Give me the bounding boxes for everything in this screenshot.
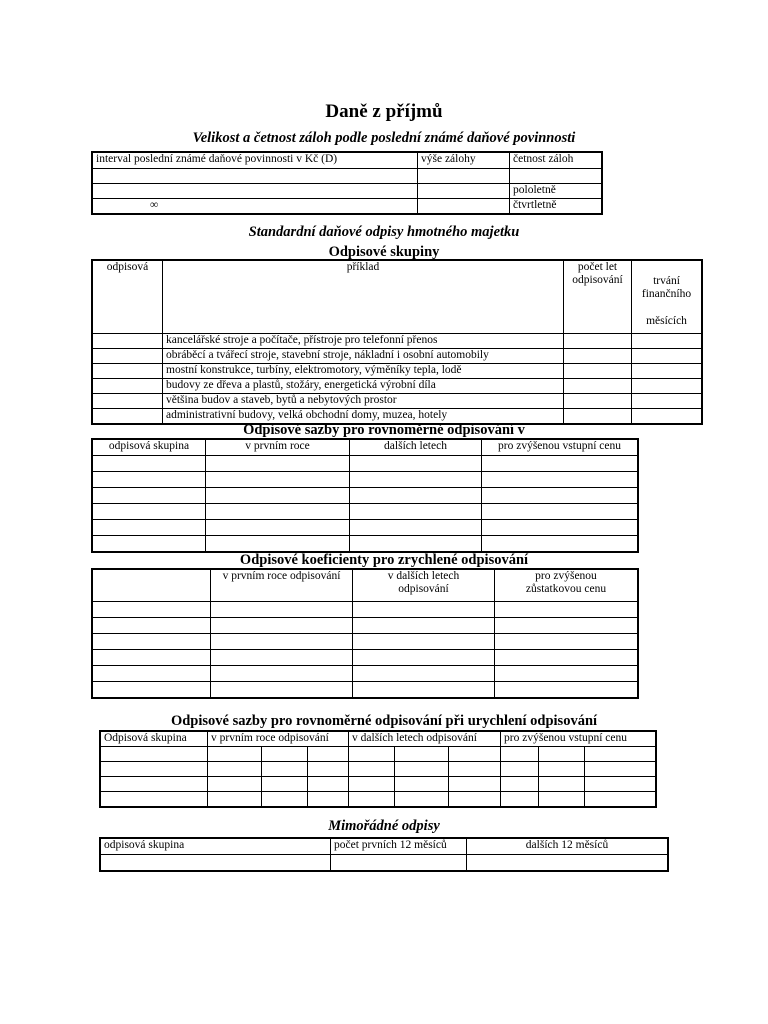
zalohy-header-cetnost: četnost záloh xyxy=(510,153,602,169)
mimoradne-table xyxy=(100,838,668,871)
sazby-header-dalsi-roky: dalších letech xyxy=(350,440,482,456)
skupiny-header-trvani-line1: trvání xyxy=(653,275,680,287)
urychleni-header-dalsi-roky: v dalších letech odpisování xyxy=(349,732,501,747)
table-row xyxy=(101,732,656,747)
table-cell xyxy=(418,169,510,184)
table-row xyxy=(93,334,702,349)
table-row xyxy=(93,153,602,169)
table-row xyxy=(93,169,602,184)
table-row xyxy=(93,634,638,650)
urychleni-table xyxy=(100,731,656,807)
sazby-header-skupina: odpisová skupina xyxy=(93,440,206,456)
table-cell xyxy=(418,184,510,199)
table-row xyxy=(101,839,668,855)
table-row xyxy=(93,504,638,520)
koeficienty-header-dalsi-roky-line1: v dalších letech xyxy=(387,570,460,582)
koeficienty-header-zvysena-line2: zůstatkovou cenu xyxy=(525,583,607,595)
table-cell: čtvrtletně xyxy=(510,199,602,214)
table-row xyxy=(93,440,638,456)
zalohy-heading: Velikost a četnost záloh podle poslední známé daňové povinnosti xyxy=(192,130,576,146)
table-row xyxy=(93,488,638,504)
table-row xyxy=(93,199,602,214)
example-cell: obráběcí a tvářecí stroje, stavební stroje, nákladní i osobní automobily xyxy=(163,349,564,364)
table-row xyxy=(101,762,656,777)
table-row xyxy=(101,777,656,792)
skupiny-header-pocet-let-line2: odpisování xyxy=(572,274,623,286)
sazby-header-prvni-rok: v prvním roce xyxy=(206,440,350,456)
koeficienty-header-zvysena-line1: pro zvýšenou xyxy=(535,570,597,582)
skupiny-header-pocet-let-line1: počet let xyxy=(577,261,618,273)
skupiny-header-trvani xyxy=(632,261,702,334)
mimoradne-heading: Mimořádné odpisy xyxy=(328,818,440,834)
sazby-heading: Odpisové sazby pro rovnoměrné odpisování v xyxy=(243,422,525,438)
table-cell xyxy=(418,199,510,214)
example-cell: mostní konstrukce, turbíny, elektromotory, výměníky tepla, lodě xyxy=(163,364,564,379)
zalohy-header-vyse: výše zálohy xyxy=(418,153,510,169)
koeficienty-header-prvni-rok: v prvním roce odpisování xyxy=(211,570,353,602)
skupiny-table xyxy=(92,260,702,424)
mimoradne-header-prvnich: počet prvních 12 měsíců xyxy=(331,839,467,855)
urychleni-header-prvni-rok: v prvním roce odpisování xyxy=(208,732,349,747)
koeficienty-table xyxy=(92,569,638,698)
table-row xyxy=(93,379,702,394)
infinity-cell: ∞ xyxy=(93,199,418,214)
mimoradne-header-skupina: odpisová skupina xyxy=(101,839,331,855)
table-cell: pololetně xyxy=(510,184,602,199)
table-row xyxy=(93,394,702,409)
odpisy-heading: Standardní daňové odpisy hmotného majetku xyxy=(248,224,520,240)
urychleni-header-zvysena: pro zvýšenou vstupní cenu xyxy=(501,732,656,747)
table-cell xyxy=(93,184,418,199)
skupiny-header-trvani-line3: měsících xyxy=(646,315,687,327)
table-row xyxy=(93,364,702,379)
skupiny-header-trvani-line2: finančního xyxy=(641,288,692,300)
table-row xyxy=(93,184,602,199)
table-row xyxy=(93,472,638,488)
example-cell: budovy ze dřeva a plastů, stožáry, energetická výrobní díla xyxy=(163,379,564,394)
koeficienty-heading: Odpisové koeficienty pro zrychlené odpisování xyxy=(239,552,529,568)
table-row xyxy=(93,602,638,618)
skupiny-header-priklad: příklad xyxy=(163,261,564,334)
table-row xyxy=(101,792,656,807)
skupiny-header-odpisova: odpisová xyxy=(93,261,163,334)
table-row xyxy=(93,536,638,552)
table-row xyxy=(93,650,638,666)
zalohy-table xyxy=(92,152,602,214)
zalohy-header-interval: interval poslední známé daňové povinnosti v Kč (D) xyxy=(93,153,418,169)
table-row xyxy=(93,349,702,364)
table-row xyxy=(93,682,638,698)
koeficienty-header-dalsi-roky xyxy=(353,570,495,602)
table-row xyxy=(93,261,702,334)
table-cell xyxy=(93,169,418,184)
example-cell: většina budov a staveb, bytů a nebytových prostor xyxy=(163,394,564,409)
urychleni-header-skupina: Odpisová skupina xyxy=(101,732,208,747)
table-row xyxy=(93,570,638,602)
table-row xyxy=(93,666,638,682)
urychleni-heading: Odpisové sazby pro rovnoměrné odpisování při urychlení odpisování xyxy=(170,713,598,729)
example-cell: administrativní budovy, velká obchodní domy, muzea, hotely xyxy=(163,409,564,424)
table-row xyxy=(93,618,638,634)
table-row xyxy=(101,855,668,871)
example-cell: kancelářské stroje a počítače, přístroje pro telefonní přenos xyxy=(163,334,564,349)
table-row xyxy=(93,456,638,472)
page-title: Daně z příjmů xyxy=(325,101,443,122)
mimoradne-header-dalsich: dalších 12 měsíců xyxy=(467,839,668,855)
koeficienty-header-dalsi-roky-line2: odpisování xyxy=(398,583,449,595)
sazby-header-zvysena: pro zvýšenou vstupní cenu xyxy=(482,440,638,456)
table-row xyxy=(101,747,656,762)
koeficienty-header-zvysena xyxy=(495,570,638,602)
odpisy-subheading: Odpisové skupiny xyxy=(328,244,440,260)
sazby-table xyxy=(92,439,638,552)
skupiny-header-pocet-let xyxy=(564,261,632,334)
table-row xyxy=(93,520,638,536)
table-cell xyxy=(510,169,602,184)
